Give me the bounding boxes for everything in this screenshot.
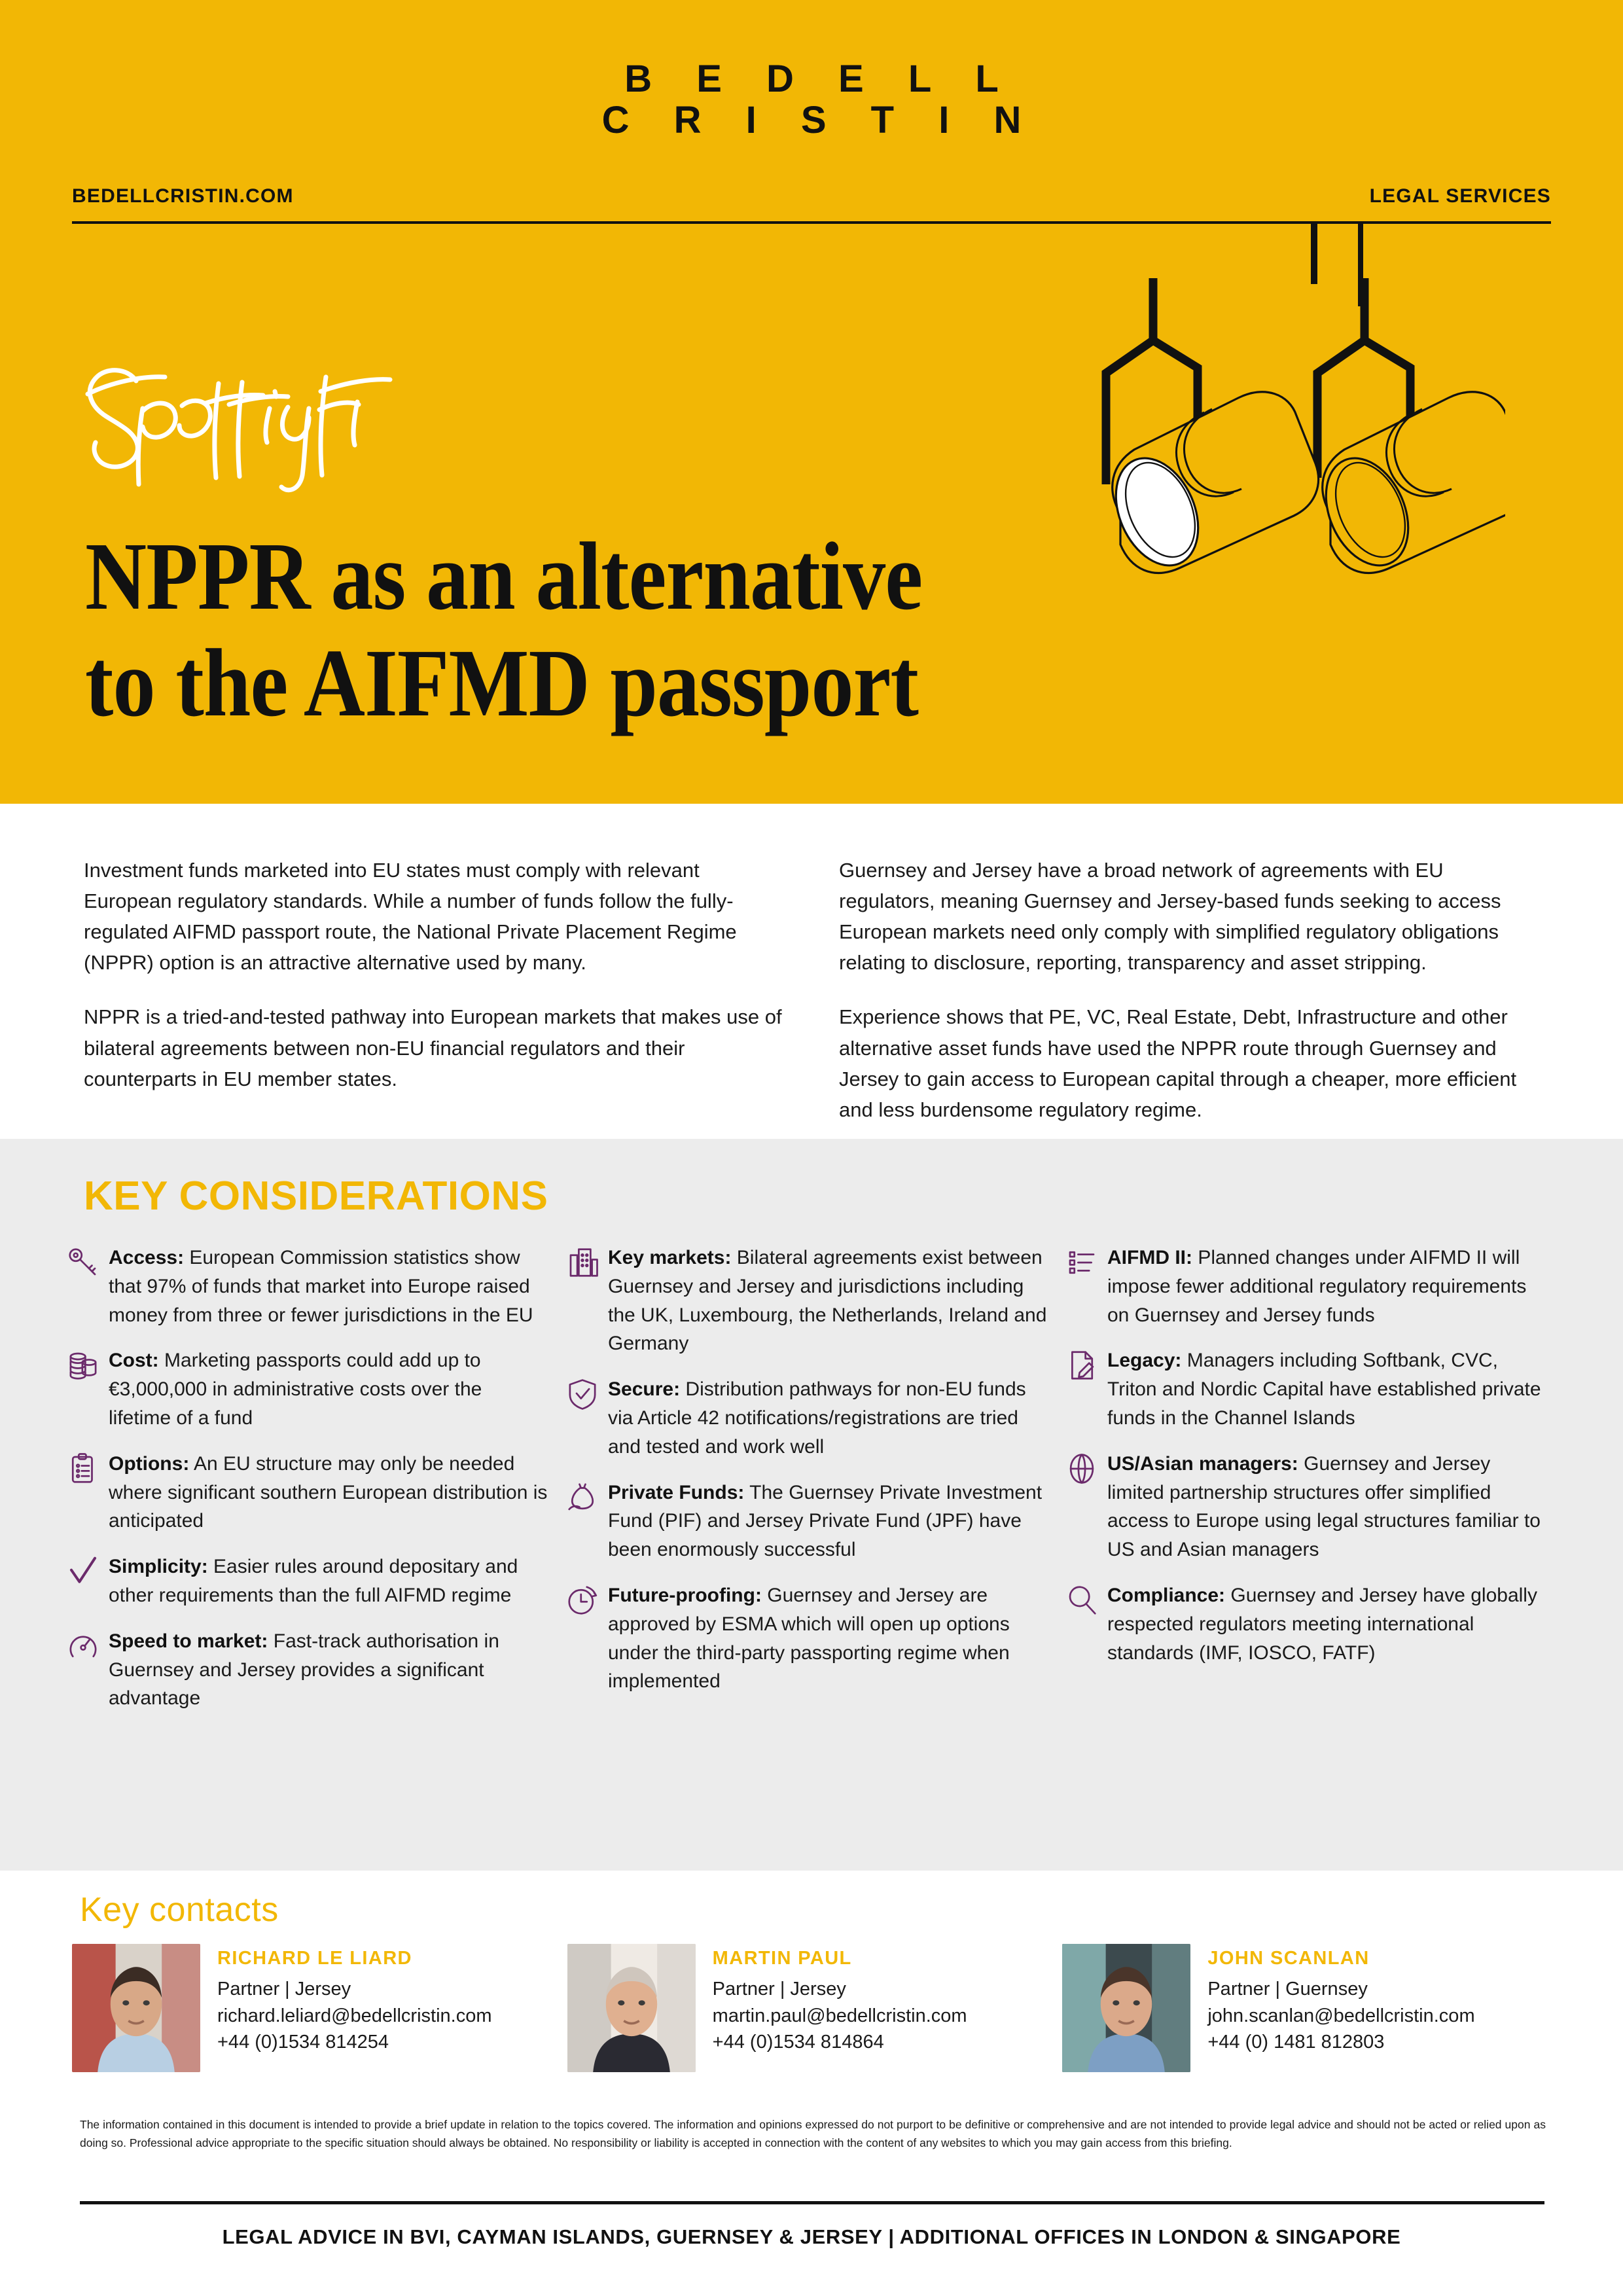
key-consideration-text <box>109 1552 548 1610</box>
key-consideration-text <box>608 1479 1047 1564</box>
key-consideration-text <box>1107 1244 1546 1329</box>
key-consideration-text <box>608 1244 1047 1358</box>
key-consideration-label: Key markets: <box>608 1247 732 1268</box>
list-icon <box>1064 1245 1107 1284</box>
contact-phone[interactable]: +44 (0) 1481 812803 <box>1207 2032 1385 2053</box>
intro-paragraph: Guernsey and Jersey have a broad network of agreements with EU regulators, meaning Guernsey and Jersey-based funds seeking to access European markets need only comply with simplified regulatory obligations relating to disclosure, reporting, transparency and asset stripping. <box>839 859 1501 975</box>
key-consideration-text <box>608 1581 1047 1696</box>
contact-phone[interactable]: +44 (0)1534 814254 <box>217 2032 389 2053</box>
key-consideration-item <box>65 1552 548 1610</box>
key-consideration-label: Private Funds: <box>608 1481 745 1503</box>
key-consideration-label: Compliance: <box>1107 1584 1226 1606</box>
logo-line-2: C R I S T I N <box>601 98 1039 141</box>
company-logo <box>0 59 1623 141</box>
key-considerations-column-1 <box>65 1244 565 1730</box>
contact-role: Partner | Jersey <box>217 1979 351 2000</box>
key-contacts-section <box>0 1871 1623 2145</box>
intro-paragraph: Experience shows that PE, VC, Real Estate, Debt, Infrastructure and other alternative asset funds have used the NPPR route through Guernsey and Jersey to gain access to European capital through a cheaper, more efficient and less burdensome regulatory regime. <box>839 1005 1517 1121</box>
key-consideration-label: Legacy: <box>1107 1350 1182 1372</box>
key-consideration-item <box>65 1627 548 1713</box>
page-title-line-1: NPPR as an alternative <box>85 523 923 630</box>
key-consideration-item <box>565 1244 1047 1358</box>
clock-forward-icon <box>565 1583 608 1622</box>
key-consideration-text <box>1107 1450 1546 1564</box>
service-line-label: LEGAL SERVICES <box>1369 185 1551 207</box>
key-consideration-label: Options: <box>109 1452 190 1475</box>
key-consideration-label: Simplicity: <box>109 1556 208 1578</box>
legal-disclaimer: The information contained in this document is intended to provide a brief update in relation to the topics covered. The information and opinions expressed do not purport to be definitive or comprehensive and are not intended to provide legal advice and should not be acted or relied upon as doing so. Professional advice appropriate to the specific situation should always be obtained. No responsibility or liability is accepted in connection with the content of any websites to which you may gain access from this briefing. <box>80 2118 1546 2150</box>
key-consideration-text <box>1107 1346 1546 1432</box>
intro-paragraph: Investment funds marketed into EU states must comply with relevant European regulatory standards. While a number of funds follow the fully-regulated AIFMD passport route, the National Private Placement Regime (NPPR) option is an attractive alternative used by many. <box>84 859 737 975</box>
key-consideration-item <box>65 1450 548 1535</box>
website-url[interactable]: BEDELLCRISTIN.COM <box>72 185 294 207</box>
key-contacts-title: Key contacts <box>80 1891 279 1929</box>
buildings-icon <box>565 1245 608 1284</box>
contact-email[interactable]: john.scanlan@bedellcristin.com <box>1207 2005 1475 2026</box>
key-consideration-text <box>109 1346 548 1432</box>
key-consideration-item <box>565 1375 1047 1461</box>
key-consideration-body: Guernsey and Jersey have globally respected regulators meeting international standards (IMF, IOSCO, FATF) <box>1107 1584 1537 1664</box>
key-consideration-label: Speed to market: <box>109 1630 268 1652</box>
contact-details <box>713 1944 1063 2072</box>
key-consideration-text <box>109 1244 548 1329</box>
contact-details <box>217 1944 567 2072</box>
key-consideration-body: Marketing passports could add up to €3,000,000 in administrative costs over the lifetime of a fund <box>109 1350 482 1429</box>
coins-icon <box>65 1348 109 1387</box>
intro-column-left <box>84 855 789 1125</box>
hero-banner <box>0 0 1623 804</box>
contact-email[interactable]: martin.paul@bedellcristin.com <box>712 2005 967 2026</box>
globe-icon <box>1064 1451 1107 1490</box>
key-consideration-text <box>608 1375 1047 1461</box>
intro-paragraph: NPPR is a tried-and-tested pathway into European markets that makes use of bilateral agreements between non-EU financial regulators and their counterparts in EU member states. <box>84 1005 782 1090</box>
key-consideration-text <box>109 1627 548 1713</box>
key-consideration-body: An EU structure may only be needed where significant southern European distribution is anticipated <box>109 1452 548 1532</box>
magnifier-icon <box>1064 1583 1107 1622</box>
key-consideration-body: European Commission statistics show that 97% of funds that market into Europe raised money from three or fewer jurisdictions in the EU <box>109 1247 533 1326</box>
contact-name: MARTIN PAUL <box>712 1948 852 1969</box>
contact-role: Partner | Jersey <box>712 1979 846 2000</box>
key-consideration-body: Guernsey and Jersey are approved by ESMA which will open up options under the third-party passporting regime when implemented <box>608 1584 1010 1693</box>
hero-meta <box>72 185 1551 207</box>
contact-card <box>72 1944 567 2072</box>
key-consideration-item <box>1064 1346 1546 1432</box>
key-consideration-body: The Guernsey Private Investment Fund (PIF) and Jersey Private Fund (JPF) have been enormously successful <box>608 1481 1043 1561</box>
key-considerations-column-3 <box>1064 1244 1563 1730</box>
key-consideration-item <box>65 1244 548 1329</box>
key-consideration-body: Distribution pathways for non-EU funds via Article 42 notifications/registrations are tried and tested and work well <box>608 1378 1026 1458</box>
key-considerations-section <box>0 1139 1623 1871</box>
spotlight-script-word <box>65 353 524 497</box>
offices-line: LEGAL ADVICE IN BVI, CAYMAN ISLANDS, GUERNSEY & JERSEY | ADDITIONAL OFFICES IN LONDON & SINGAPORE <box>222 2225 1401 2248</box>
page-title <box>85 524 1266 737</box>
key-consideration-body: Planned changes under AIFMD II will impose fewer additional regulatory requirements on Guernsey and Jersey funds <box>1107 1247 1527 1326</box>
clipboard-icon <box>65 1451 109 1490</box>
contact-name: JOHN SCANLAN <box>1207 1948 1370 1969</box>
avatar <box>567 1944 696 2072</box>
key-considerations-title: KEY CONSIDERATIONS <box>84 1174 548 1219</box>
key-consideration-label: Future-proofing: <box>608 1584 762 1606</box>
key-consideration-body: Bilateral agreements exist between Guernsey and Jersey and jurisdictions including the UK, Luxembourg, the Netherlands, Ireland and Germany <box>608 1247 1047 1355</box>
key-consideration-item <box>65 1346 548 1432</box>
contact-card <box>1062 1944 1558 2072</box>
key-consideration-label: Access: <box>109 1247 185 1268</box>
document-edit-icon <box>1064 1348 1107 1387</box>
key-consideration-label: AIFMD II: <box>1107 1247 1192 1268</box>
logo-line-1: B E D E L L <box>624 58 1016 100</box>
key-consideration-label: US/Asian managers: <box>1107 1452 1298 1475</box>
key-consideration-text <box>109 1450 548 1535</box>
contact-name: RICHARD LE LIARD <box>217 1948 412 1969</box>
key-considerations-column-2 <box>565 1244 1064 1730</box>
key-consideration-item <box>1064 1244 1546 1329</box>
key-consideration-body: Guernsey and Jersey limited partnership structures offer simplified access to Europe using legal structures familiar to US and Asian managers <box>1107 1452 1541 1561</box>
key-consideration-label: Secure: <box>608 1378 681 1401</box>
money-bag-icon <box>565 1480 608 1519</box>
key-consideration-label: Cost: <box>109 1350 159 1372</box>
key-consideration-item <box>565 1479 1047 1564</box>
contact-role: Partner | Guernsey <box>1207 1979 1368 2000</box>
intro-section <box>0 804 1623 1139</box>
contact-phone[interactable]: +44 (0)1534 814864 <box>712 2032 884 2053</box>
key-icon <box>65 1245 109 1284</box>
contact-email[interactable]: richard.leliard@bedellcristin.com <box>217 2005 492 2026</box>
checkmark-icon <box>65 1554 109 1593</box>
key-consideration-item <box>1064 1450 1546 1564</box>
key-consideration-body: Managers including Softbank, CVC, Triton and Nordic Capital have established private funds in the Channel Islands <box>1107 1350 1541 1429</box>
key-consideration-body: Fast-track authorisation in Guernsey and Jersey provides a significant advantage <box>109 1630 499 1710</box>
speedometer-icon <box>65 1628 109 1668</box>
key-consideration-text <box>1107 1581 1546 1667</box>
key-consideration-body: Easier rules around depositary and other requirements than the full AIFMD regime <box>109 1556 518 1606</box>
footer-divider <box>80 2201 1544 2204</box>
contact-card <box>567 1944 1063 2072</box>
avatar <box>1062 1944 1190 2072</box>
contact-details <box>1207 1944 1558 2072</box>
page-title-line-2: to the AIFMD passport <box>85 629 919 737</box>
key-consideration-item <box>1064 1581 1546 1667</box>
shield-check-icon <box>565 1376 608 1416</box>
key-consideration-item <box>565 1581 1047 1696</box>
avatar <box>72 1944 200 2072</box>
intro-column-right <box>839 855 1544 1125</box>
